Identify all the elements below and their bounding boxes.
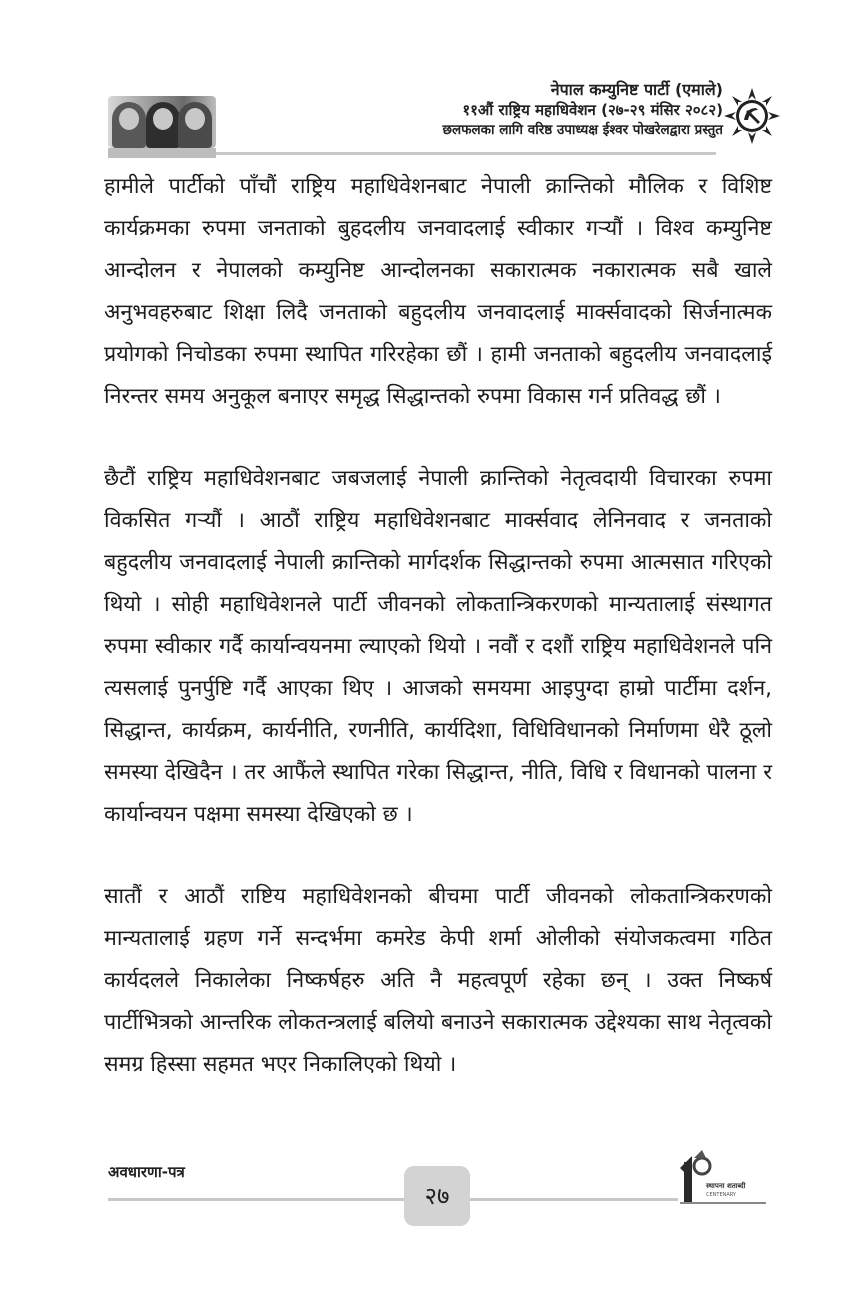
convention-title: ११औं राष्ट्रिय महाधिवेशन (२७-२९ मंसिर २०८२)	[462, 101, 723, 119]
header-text	[443, 80, 724, 140]
centenary-logo	[676, 1148, 768, 1208]
portrait-3	[178, 102, 212, 148]
presented-by: छलफलका लागि वरिष्ठ उपाध्यक्ष ईश्वर पोखरेलद्वारा प्रस्तुत	[442, 122, 723, 138]
page-header	[0, 0, 863, 160]
footer-rule-right	[470, 1198, 678, 1201]
header-rule	[216, 152, 716, 155]
page-number: २७	[404, 1166, 470, 1226]
paragraph-1: हामीले पार्टीको पाँचौं राष्ट्रिय महाधिवेशनबाट नेपाली क्रान्तिको मौलिक र विशिष्ट कार्यक्रमका रुपमा जनताको बुहदलीय जनवादलाई स्वीकार गर्‍यौं । विश्व कम्युनिष्ट आन्दोलन र नेपालको कम्युनिष्ट आन्दोलनका सकारात्मक नकारात्मक सबै खाले अनुभवहरुबाट शिक्षा लिदै जनताको बहुदलीय जनवादलाई मार्क्सवादको सिर्जनात्मक प्रयोगको निचोडका रुपमा स्थापित गरिरहेका छौं । हामी जनताको बहुदलीय जनवादलाई निरन्तर समय अनुकूल बनाएर समृद्ध सिद्धान्तको रुपमा विकास गर्न प्रतिवद्ध छौं ।	[104, 174, 772, 409]
leaders-portraits-image	[108, 96, 216, 148]
footer-rule-left	[108, 1198, 404, 1201]
paragraph-2: छैटौं राष्ट्रिय महाधिवेशनबाट जबजलाई नेपाली क्रान्तिको नेतृत्वदायी विचारका रुपमा विकसित गर्‍यौं । आठौं राष्ट्रिय महाधिवेशनबाट मार्क्सवाद लेनिनवाद र जनताको बहुदलीय जनवादलाई नेपाली क्रान्तिको मार्गदर्शक सिद्धान्तको रुपमा आत्मसात गरिएको थियो । सोही महाधिवेशनले पार्टी जीवनको लोकतान्त्रिकरणको मान्यतालाई संस्थागत रुपमा स्वीकार गर्दै कार्यान्वयनमा ल्याएको थियो । नवौं र दशौं राष्ट्रिय महाधिवेशनले पनि त्यसलाई पुनर्पुष्टि गर्दै आएका थिए । आजको समयमा आइपुग्दा हाम्रो पार्टीमा दर्शन, सिद्धान्त, कार्यक्रम, कार्यनीति, रणनीति, कार्यदिशा, विधिविधानको निर्माणमा धेरै ठूलो समस्या देखिदैन । तर आफैंले स्थापित गरेका सिद्धान्त, नीति, विधि र विधानको पालना र कार्यान्वयन पक्षमा समस्या देखिएको छ ।	[104, 466, 772, 827]
header-bar	[108, 148, 216, 158]
logo-subcaption: CENTENARY	[706, 1192, 736, 1198]
document-type-label: अवधारणा-पत्र	[108, 1163, 185, 1181]
document-body	[104, 166, 772, 1086]
centenary-logo-icon	[676, 1148, 768, 1208]
logo-caption: स्थापना शताब्दी	[706, 1182, 746, 1190]
portrait-1	[112, 102, 146, 148]
portrait-2	[146, 102, 180, 148]
party-name: नेपाल कम्युनिष्ट पार्टी (एमाले)	[550, 80, 723, 99]
party-emblem-icon	[722, 86, 782, 146]
paragraph-3: सातौं र आठौं राष्टिय महाधिवेशनको बीचमा पार्टी जीवनको लोकतान्त्रिकरणको मान्यतालाई ग्रहण गर्ने सन्दर्भमा कमरेड केपी शर्मा ओलीको संयोजकत्वमा गठित कार्यदलले निकालेका निष्कर्षहरु अति नै महत्वपूर्ण रहेका छन् । उक्त निष्कर्ष पार्टीभित्रको आन्तरिक लोकतन्त्रलाई बलियो बनाउने सकारात्मक उद्देश्यका साथ नेतृत्वको समग्र हिस्सा सहमत भएर निकालिएको थियो ।	[104, 884, 772, 1077]
